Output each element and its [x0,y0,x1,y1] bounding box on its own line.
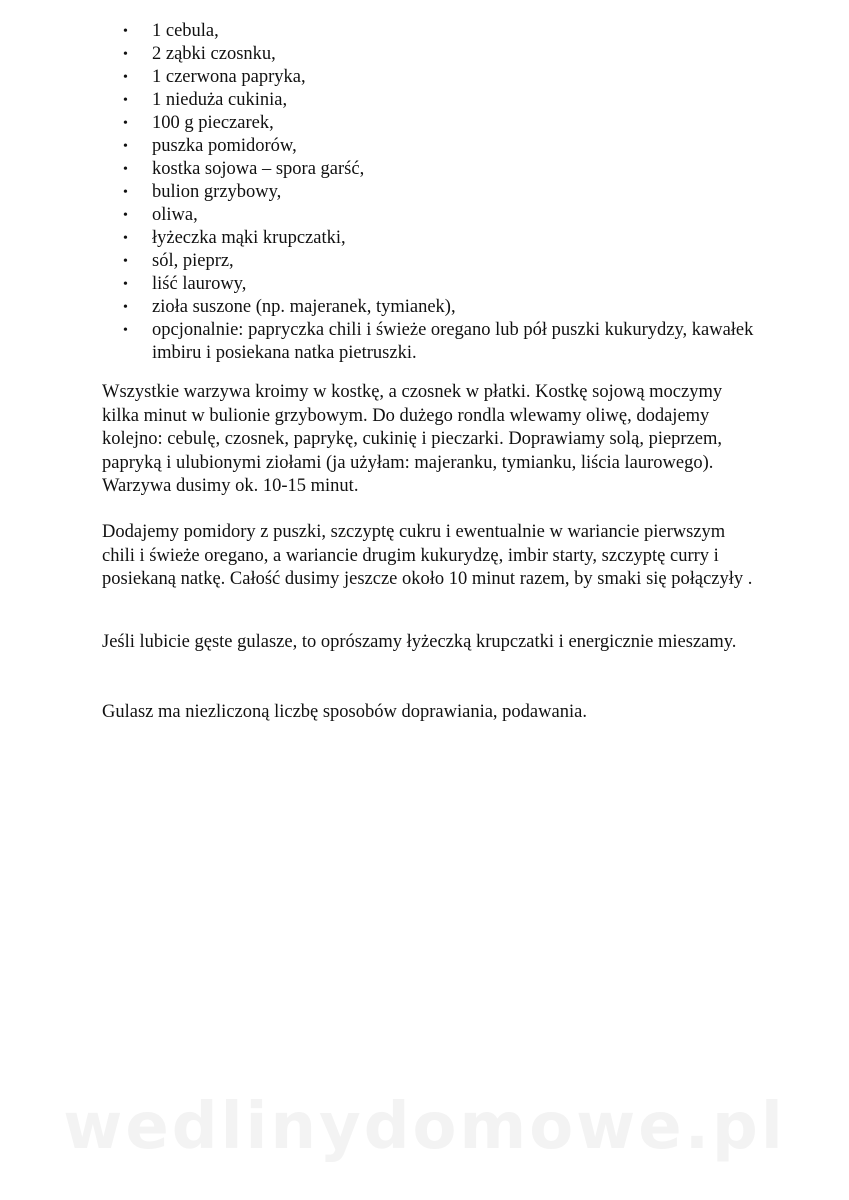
ingredient-text: 1 cebula, [152,21,219,41]
ingredients-list [0,20,849,365]
bullet-icon: • [123,116,128,131]
paragraph-thickening: Jeśli lubicie gęste gulasze, to oprószamy łyżeczką krupczatki i energicznie mieszamy. [102,632,737,652]
bullet-icon: • [123,162,128,177]
ingredient-text: 2 ząbki czosnku, [152,44,276,64]
bullet-icon: • [123,254,128,269]
bullet-icon: • [123,323,128,338]
list-item [0,227,849,250]
bullet-icon: • [123,70,128,85]
ingredient-text: liść laurowy, [152,274,247,294]
bullet-icon: • [123,24,128,39]
list-item [0,273,849,296]
ingredient-text: zioła suszone (np. majeranek, tymianek), [152,297,456,317]
bullet-icon: • [123,300,128,315]
list-item [0,20,849,43]
ingredient-text: opcjonalnie: papryczka chili i świeże oregano lub pół puszki kukurydzy, kawałek imbiru i posiekana natka pietruszki. [152,320,754,363]
list-item [0,181,849,204]
bullet-icon: • [123,93,128,108]
bullet-icon: • [123,231,128,246]
ingredient-text: 1 czerwona papryka, [152,67,306,87]
list-item [0,158,849,181]
bullet-icon: • [123,47,128,62]
list-item [0,296,849,319]
ingredient-text: sól, pieprz, [152,251,234,271]
ingredient-text: oliwa, [152,205,198,225]
bullet-icon: • [123,208,128,223]
list-item [0,43,849,66]
list-item [0,89,849,112]
list-item [0,112,849,135]
bullet-icon: • [123,185,128,200]
list-item [0,319,849,365]
paragraph-tomatoes: Dodajemy pomidory z puszki, szczyptę cukru i ewentualnie w wariancie pierwszym chili i świeże oregano, a wariancie drugim kukurydzę, imbir starty, szczyptę curry i posiekaną natkę. Całość dusimy jeszcze około 10 minut razem, by smaki się połączyły . [102,522,753,589]
watermark: wedlinydomowe.pl [63,1090,786,1164]
bullet-icon: • [123,277,128,292]
paragraph-preparation: Wszystkie warzywa kroimy w kostkę, a czosnek w płatki. Kostkę sojową moczymy kilka minut w bulionie grzybowym. Do dużego rondla wlewamy oliwę, dodajemy kolejno: cebulę, czosnek, paprykę, cukinię i pieczarki. Doprawiamy solą, pieprzem, papryką i ulubionymi ziołami (ja użyłam: majeranku, tymianku, liścia laurowego). Warzywa dusimy ok. 10-15 minut. [102,382,723,496]
list-item [0,135,849,158]
ingredient-text: łyżeczka mąki krupczatki, [152,228,346,248]
bullet-icon: • [123,139,128,154]
list-item [0,250,849,273]
ingredient-text: 1 nieduża cukinia, [152,90,288,110]
ingredient-text: kostka sojowa – spora garść, [152,159,365,179]
ingredient-text: puszka pomidorów, [152,136,297,156]
ingredient-text: 100 g pieczarek, [152,113,274,133]
list-item [0,204,849,227]
ingredient-text: bulion grzybowy, [152,182,282,202]
paragraph-closing: Gulasz ma niezliczoną liczbę sposobów doprawiania, podawania. [102,702,587,722]
list-item [0,66,849,89]
